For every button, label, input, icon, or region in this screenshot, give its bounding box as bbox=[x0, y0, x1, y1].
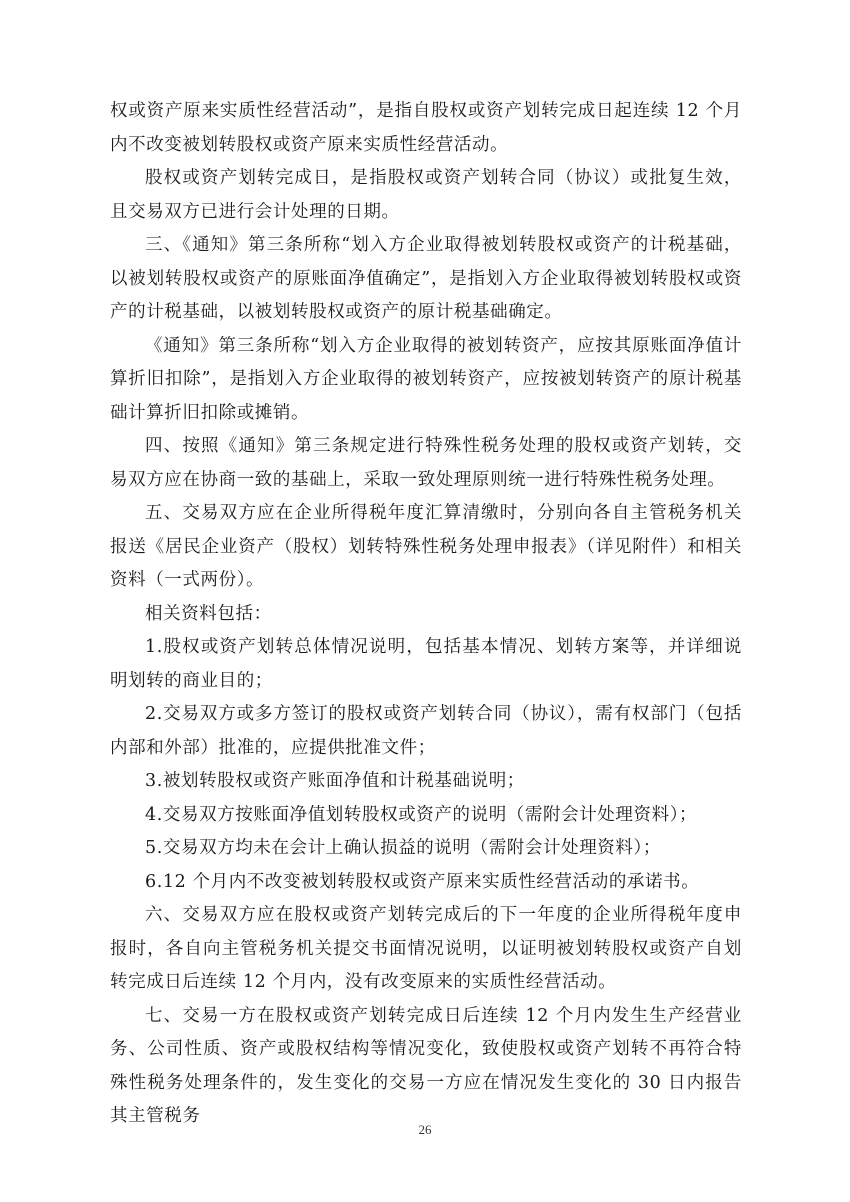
paragraph: 4.交易双方按账面净值划转股权或资产的说明（需附会计处理资料）； bbox=[145, 804, 698, 825]
paragraph: 六、交易双方应在股权或资产划转完成后的下一年度的企业所得税年度申报时，各自向主管税务机关提交书面情况说明，以证明被划转股权或资产自划转完成日后连续 12 个月内，没有改变原来的实质性经营活动。 bbox=[110, 905, 742, 992]
paragraph: 3.被划转股权或资产账面净值和计税基础说明； bbox=[145, 771, 525, 791]
document-body bbox=[110, 95, 742, 1134]
paragraph: 1.股权或资产划转总体情况说明，包括基本情况、划转方案等，并详细说明划转的商业目的； bbox=[110, 637, 742, 691]
paragraph: 三、《通知》第三条所称“划入方企业取得被划转股权或资产的计税基础，以被划转股权或资产的原账面净值确定”，是指划入方企业取得被划转股权或资产的计税基础，以被划转股权或资产的原计税基础确定。 bbox=[110, 235, 742, 322]
paragraph: 七、交易一方在股权或资产划转完成日后连续 12 个月内发生生产经营业务、公司性质、资产或股权结构等情况变化，致使股权或资产划转不再符合特殊性税务处理条件的，发生变化的交易一方应在情况发生变化的 30 日内报告其主管税务 bbox=[110, 1005, 742, 1126]
paragraph: 《通知》第三条所称“划入方企业取得的被划转资产，应按其原账面净值计算折旧扣除”，是指划入方企业取得的被划转资产，应按被划转资产的原计税基础计算折旧扣除或摊销。 bbox=[110, 335, 742, 423]
paragraph: 权或资产原来实质性经营活动”，是指自股权或资产划转完成日起连续 12 个月内不改变被划转股权或资产原来实质性经营活动。 bbox=[110, 101, 742, 155]
paragraph: 相关资料包括： bbox=[145, 603, 272, 624]
paragraph: 股权或资产划转完成日，是指股权或资产划转合同（协议）或批复生效，且交易双方已进行会计处理的日期。 bbox=[110, 168, 742, 222]
paragraph: 五、交易双方应在企业所得税年度汇算清缴时，分别向各自主管税务机关报送《居民企业资产（股权）划转特殊性税务处理申报表》（详见附件）和相关资料（一式两份）。 bbox=[110, 503, 742, 590]
paragraph: 6.12 个月内不改变被划转股权或资产原来实质性经营活动的承诺书。 bbox=[145, 871, 700, 892]
page-number: 26 bbox=[418, 1122, 432, 1137]
paragraph: 2.交易双方或多方签订的股权或资产划转合同（协议），需有权部门（包括内部和外部）批准的，应提供批准文件； bbox=[110, 704, 742, 758]
paragraph: 四、按照《通知》第三条规定进行特殊性税务处理的股权或资产划转，交易双方应在协商一致的基础上，采取一致处理原则统一进行特殊性税务处理。 bbox=[110, 436, 742, 490]
paragraph: 5.交易双方均未在会计上确认损益的说明（需附会计处理资料）； bbox=[145, 838, 661, 858]
